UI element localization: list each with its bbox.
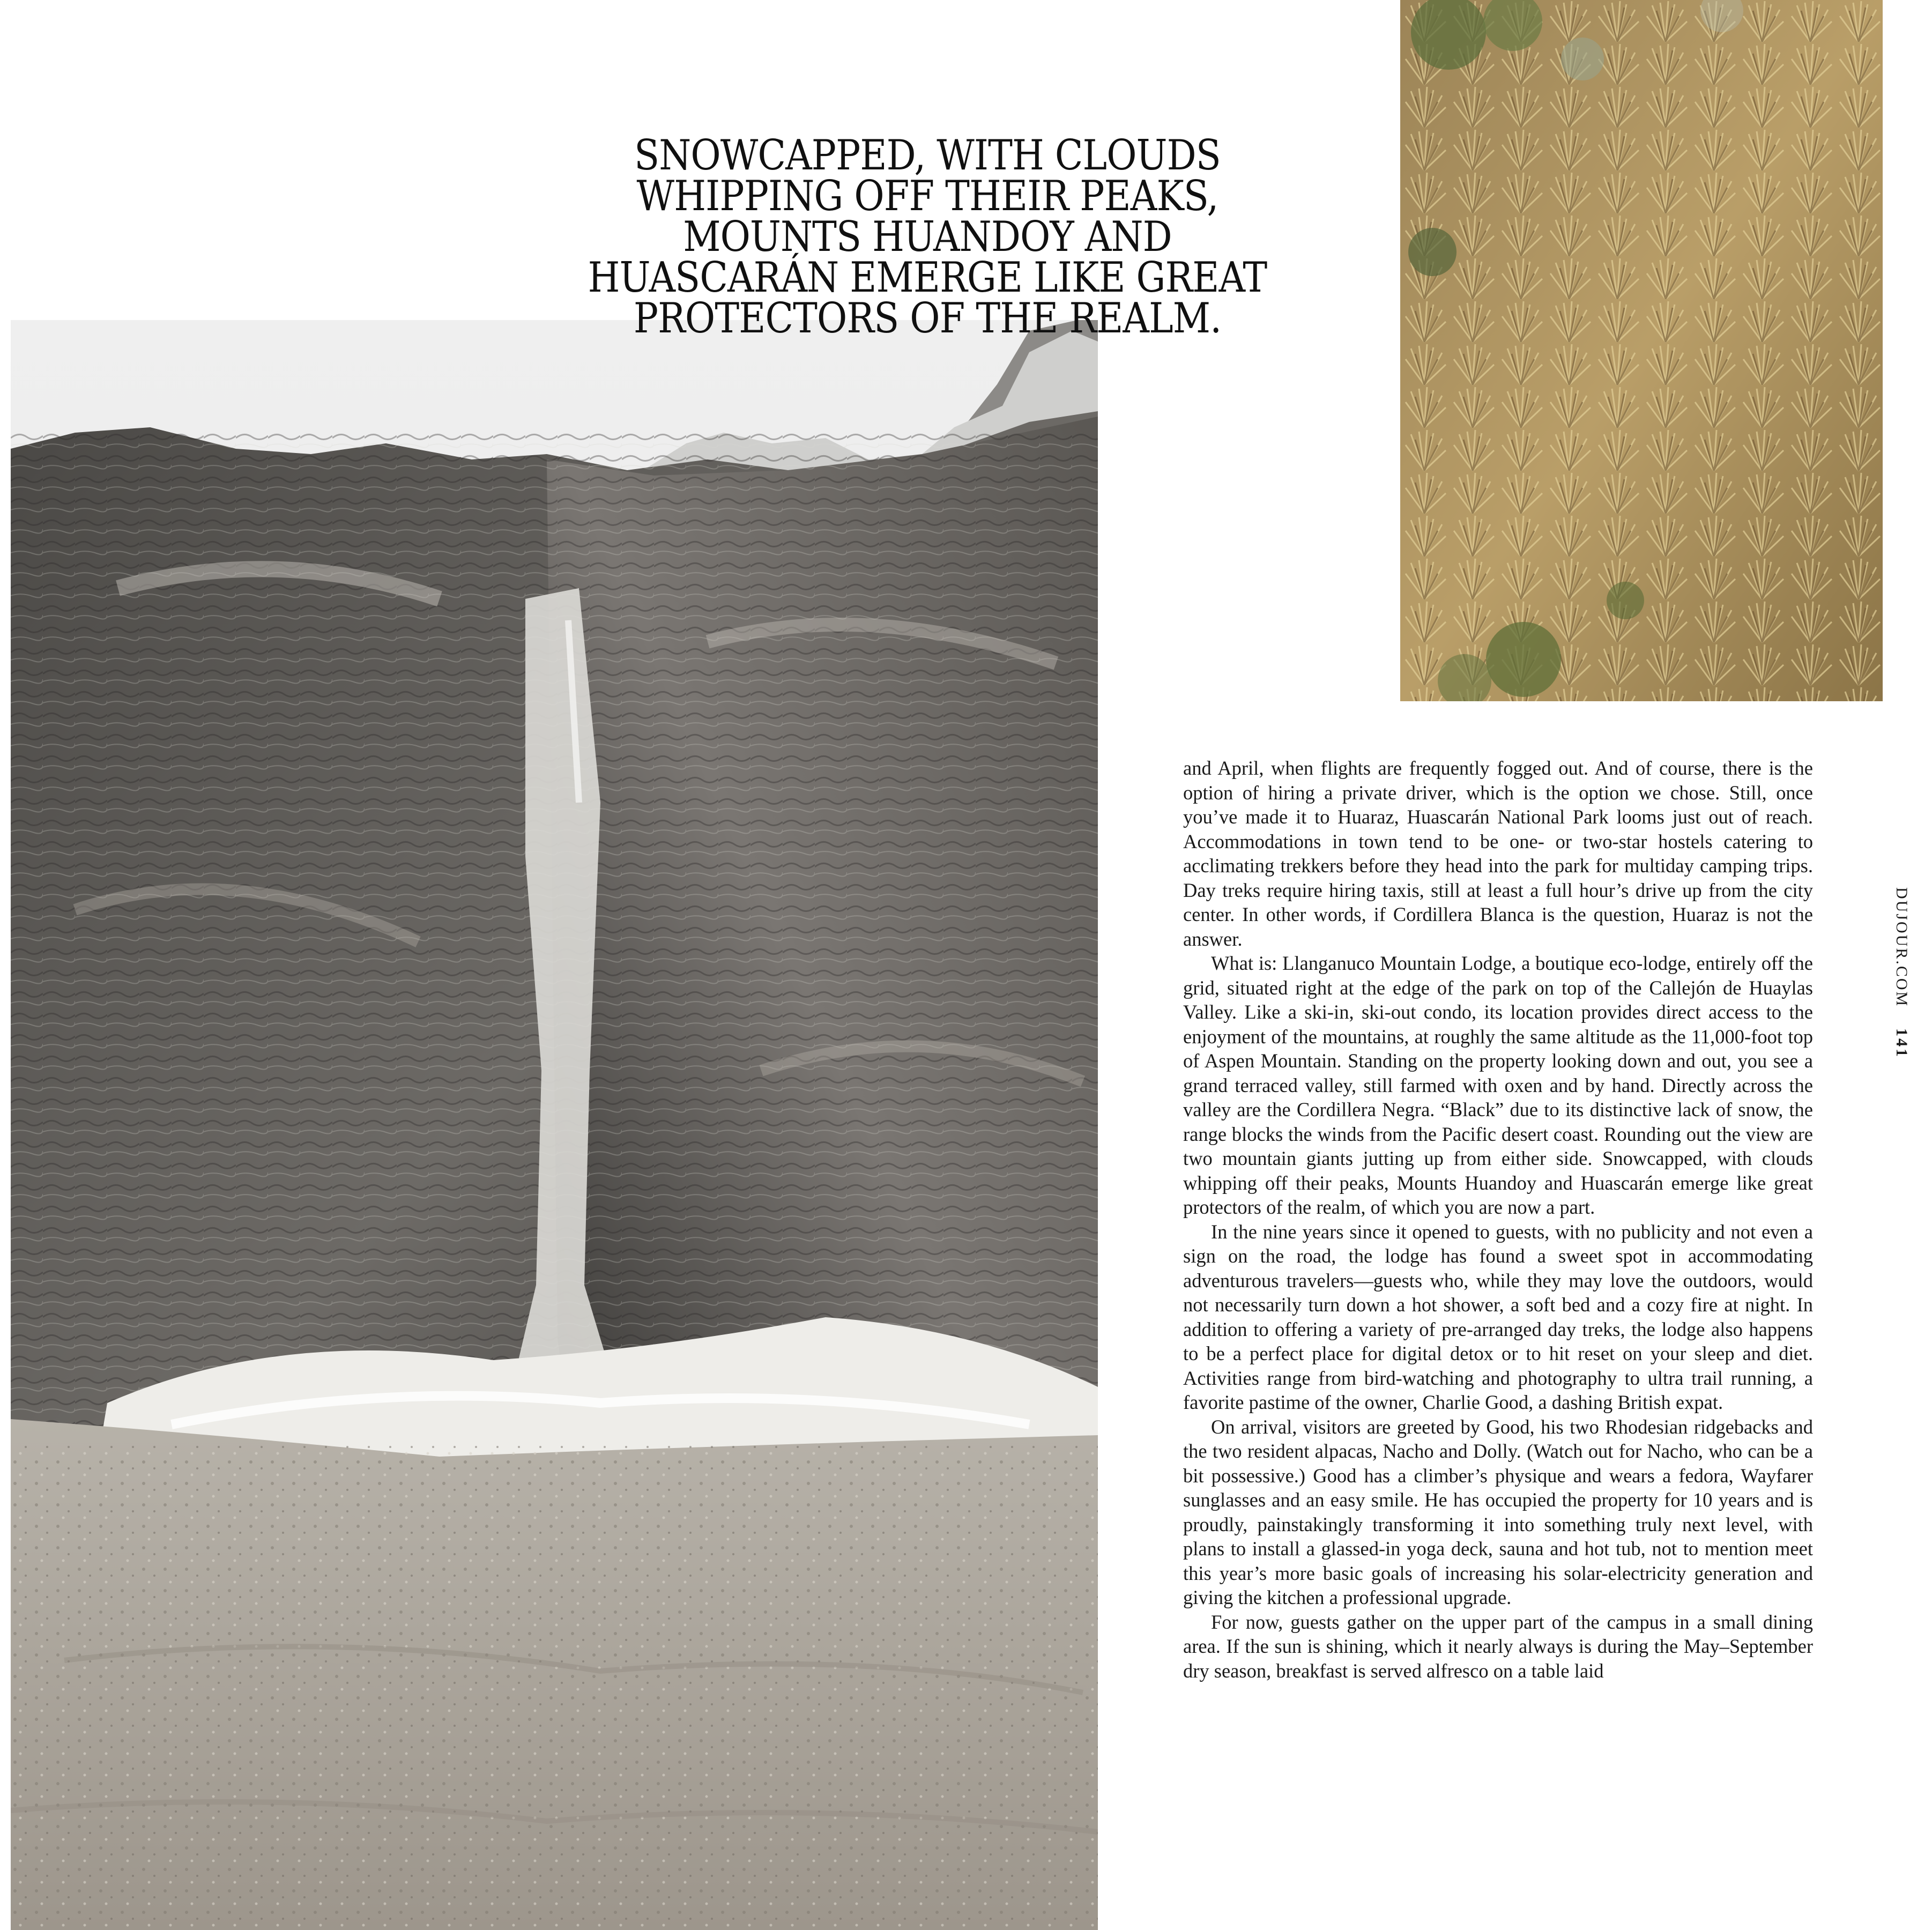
pull-quote [576,131,1279,343]
pull-quote-line: PROTECTORS OF THE REALM. [633,294,1222,343]
body-paragraph: What is: Llanganuco Mountain Lodge, a boutique eco-lodge, entirely off the grid, situated right at the edge of the park on top of the Callejón de Huaylas Valley. Like a ski-in, ski-out condo, its location provides direct access to the enjoyment of the mountains, at roughly the same altitude as the 11,000-foot top of Aspen Mountain. Standing on the property looking down and out, you see a grand terraced valley, still farmed with oxen and by hand. Directly across the valley are the Cordillera Negra. “Black” due to its distinctive lack of snow, the range blocks the winds from the Pacific desert coast. Rounding out the view are two mountain giants jutting up from either side. Snowcapped, with clouds whipping off their peaks, Mounts Huandoy and Huascarán emerge like great protectors of the realm, of which you are now a part. [1183,952,1813,1218]
pull-quote-line: SNOWCAPPED, WITH CLOUDS [634,131,1221,180]
body-paragraph: and April, when flights are frequently fogged out. And of course, there is the option of hiring a private driver, which is the option we chose. Still, once you’ve made it to Huaraz, Huascarán National Park looms just out of reach. Accommodations in town tend to be one- or two-star hostels catering to acclimating trekkers before they head into the park for multiday camping trips. Day treks require hiring taxis, still at least a full hour’s drive up from the city center. In other words, if Cordillera Blanca is the question, Huaraz is not the answer. [1183,757,1813,950]
body-paragraph: For now, guests gather on the upper part of the campus in a small dining area. If the sun is shining, which it nearly always is during the May–September dry season, breakfast is served alfresco on a table laid [1183,1610,1813,1682]
body-paragraph: In the nine years since it opened to guests, with no publicity and not even a sign on the road, the lodge has found a sweet spot in accommodating adventurous travelers—guests who, while they may love the outdoors, would not necessarily turn down a hot shower, a soft bed and a cozy fire at night. In addition to offering a variety of pre-arranged day treks, the lodge also happens to be a perfect place for digital detox or to hit reset on your sleep and diet. Activities range from bird-watching and photography to ultra trail running, a favorite pastime of the owner, Charlie Good, a dashing British expat. [1183,1220,1813,1413]
folio-site: DUJOUR.COM [1893,887,1911,1008]
pull-quote-line: WHIPPING OFF THEIR PEAKS, [636,172,1218,220]
page-number: 141 [1893,1028,1911,1059]
pull-quote-line: MOUNTS HUANDOY AND [683,213,1172,261]
article-body [1183,756,1813,1683]
folio [1892,887,1911,1059]
puna-grass-photo [1400,0,1883,701]
body-paragraph: On arrival, visitors are greeted by Good, his two Rhodesian ridgebacks and the two resident alpacas, Nacho and Dolly. (Watch out for Nacho, who can be a bit possessive.) Good has a climber’s physique and wears a fedora, Wayfarer sunglasses and an easy smile. He has occupied the property for 10 years and is proudly, painstakingly transforming it into something truly next level, with plans to install a glassed-in yoga deck, sauna and hot tub, not to mention meet this year’s more basic goals of increasing his solar-electricity generation and giving the kitchen a professional upgrade. [1183,1415,1813,1608]
glacier-valley-photo [11,320,1098,1930]
pull-quote-line: HUASCARÁN EMERGE LIKE GREAT [588,254,1267,302]
